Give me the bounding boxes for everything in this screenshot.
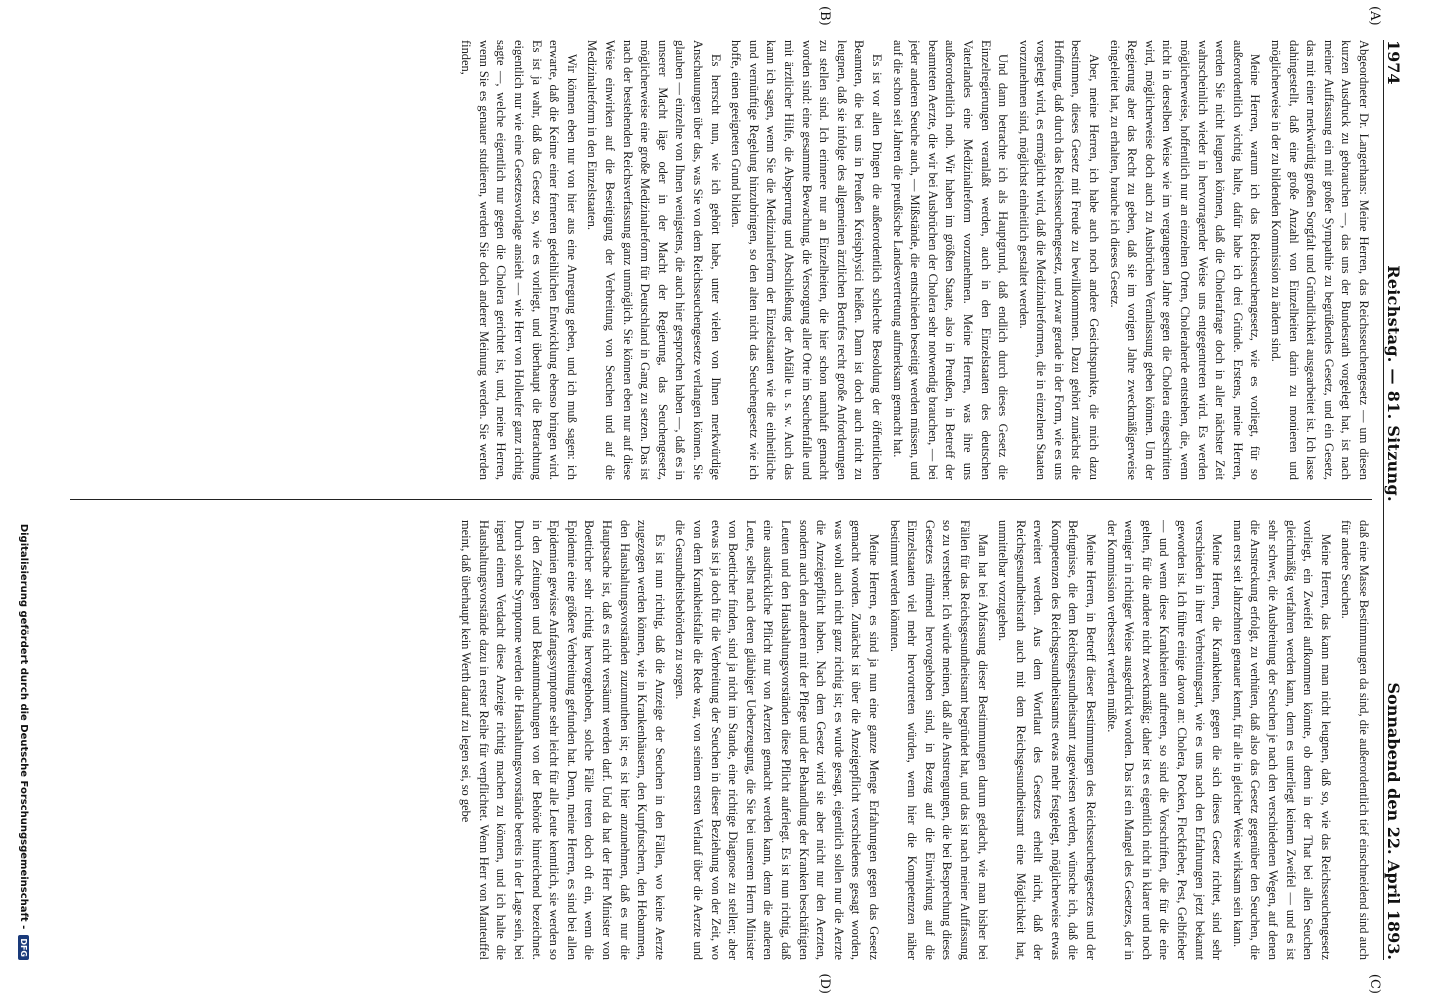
paragraph: Man hat bei Abfassung dieser Bestimmungen darum gedacht, wie man bisher bei Fällen für das Reichsgesundheitsamt begründet hat, und das ist nach meiner Auffassung so zu verstehen: Ich würde meinen, daß alle Anstrengungen, die bei Besprechung dieses Gesetzes rühmend hervorgehoben sind, in Bezug auf die Einwirkung auf die Einzelstaaten viel mehr hervortreten würden, wenn hier die Kompetenzen näher bestimmt werden könnten. <box>887 520 990 960</box>
header-title: Reichstag. — 81. Sitzung. <box>1384 265 1403 502</box>
header-date: Sonnabend den 22. April 1893. <box>1384 682 1403 960</box>
margin-marker-c: (C) <box>1367 973 1382 994</box>
paragraph: Abgeordneter Dr. Langerhans: Meine Herren, das Reichsseuchengesetz — um diesen kurzen Ausdruck zu gebrauchen —, das uns der Bundesrath vorgelegt hat, ist nach meiner Auffassung ein mit großer Sympathie zu begrüßendes Gesetz, und ein Gesetz, das mit einer merkwürdig großen Sorgfalt und Gründlichkeit ausgearbeitet ist. Ich lasse dahingestellt, daß eine große Anzahl von Einzelheiten darin zu monieren und möglicherweise in der zu bildenden Kommission zu ändern sind. <box>1269 40 1371 480</box>
paragraph: Aber, meine Herren, ich habe auch noch andere Gesichtspunkte, die mich dazu bestimmen, dieses Gesetz mit Freude zu bewillkommnen. Dazu gehört zunächst die Hoffnung, daß durch das Reichsseuchengesetz, und zwar gerade in der Form, wie es uns vorgelegt wird, es ermöglicht wird, daß die Medizinalreformen, die in einzelnen Staaten vorzunehmen sind, möglichst einheitlich gestaltet werden. <box>1016 40 1102 480</box>
page-number: 1974 <box>1384 40 1403 85</box>
paragraph: Es herrscht nun, wie ich gehört habe, unter vielen von Ihnen merkwürdige Anschauungen über das, was Sie von dem Reichsseuchengesetze verlangen können. Sie glauben — einzelne von Ihnen wenigstens, die auch hier gesprochen haben —, daß es in unserer Macht läge oder in der Macht der Regierung, das Seuchengesetz, möglicherweise eine große Medizinalreform für Deutschland in Gang zu setzen. Das ist nach der bestehenden Reichsverfassung ganz unmöglich. Sie können eben nur auf diese Weise einwirken auf die Beseitigung der Verbreitung von Seuchen und auf die Medizinalreform in den Einzelstaaten. <box>585 40 723 480</box>
margin-marker-d: (D) <box>817 973 832 994</box>
footer-text: Digitalisierung gefördert durch die Deutsche Forschungsgemeinschaft - <box>18 523 30 930</box>
paragraph: Meine Herren, die Krankheiten, gegen die sich dieses Gesetz richtet, sind sehr verschieden in ihrer Verbreitungsart, wie es uns nach den Erfahrungen jetzt bekannt geworden ist. Ich führe einige davon an: Cholera, Pocken, Fleckfieber, Pest, Gelbfieber — und wenn diese Krankheiten auftreten, so sind die Vorschriften, die für die eine gelten, für die andere nicht zweckmäßig; daher ist es eigentlich nicht in klarer und noch weniger in richtiger Weise ausgedrückt worden. Das ist ein Mangel des Gesetzes, der in der Kommission verbessert werden müßte. <box>1104 520 1225 960</box>
paragraph: Meine Herren, warum ich das Reichsseuchengesetz, wie es vorliegt, für so außerordentlich wichtig halte, dafür habe ich drei Gründe. Erstens, meine Herren, werden Sie nicht leugnen können, daß die Cholerafrage doch in aller nächster Zeit wahrscheinlich wieder in hervorragender Weise uns entgegentreten wird. Es werden möglicherweise, hoffentlich nur an einzelnen Orten, Choleraherde entstehen, die, wenn nicht in derselben Weise wie im vergangenen Jahre gegen die Cholera eingeschritten wird, möglicherweise doch auch zu Ausbrüchen Veranlassung geben können. Um der Regierung aber das Recht zu geben, daß sie im vorigen Jahre zweckmäßigerweise eingeleitet hat, zu erhalten, brauche ich dieses Gesetz. <box>1107 40 1263 480</box>
digitization-footer <box>14 40 34 960</box>
left-column <box>70 40 1372 480</box>
column-divider <box>70 499 1372 500</box>
margin-marker-b: (B) <box>817 6 832 26</box>
right-column <box>70 520 1372 960</box>
margin-marker-a: (A) <box>1367 6 1382 26</box>
paragraph: Meine Herren, das kann man nicht leugnen, daß so, wie das Reichsseuchengesetz vorliegt, ein Zweifel aufkommen könnte, ob denn in der That bei allen Seuchen gleichmäßig verfahren werden kann, denn es unterliegt keinem Zweifel — und es ist sehr schwer, die Ausbreitung der Seuchen je nach den verschiedenen Wegen, auf denen die Anstreckung erfolgt, zu verhüten, daß also das Gesetz gegenüber den Seuchen, die man erst seit Jahrzehnten genauer kennt, für alle in gleicher Weise wirksam sein kann. <box>1230 520 1333 960</box>
paragraph: Es ist nun richtig, daß die Anzeige der Seuchen in den Fällen, wo keine Aerzte zugezogen werden können, wie in Krankenhäusern, den Kurpfuschern, den Hebammen, den Haushaltungsvorständen zuzumuthen ist; es ist hier anzunehmen, daß es nur die Hauptsache ist, daß es nicht versäumt werden darf. Und da hat der Herr Minister von Boetticher sehr richtig hervorgehoben, solche Fälle treten doch oft ein, wenn die Epidemie eine größere Verbreitung gefunden hat. Denn, meine Herren, es sind bei allen Epidemien gewisse Anfangssymptome sehr leicht für alle Leute kenntlich, sie werden so in den Zeitungen und Bekanntmachungen von der Behörde hinreichend bezeichnet. Durch solche Symptome werden die Haushaltungsvorstände bereits in der Lage sein, bei irgend einem Verdacht diese Anzeige richtig machen zu können, und ich halte die Haushaltungsvorstände dazu in erster Reihe für verpflichtet. Wenn Herr von Manteuffel meint, daß überhaupt kein Werth darauf zu legen sei, so gebe <box>459 520 667 960</box>
paragraph: Wir können eben nur von hier aus eine Anregung geben, und ich muß sagen: ich erwarte, daß die Keime einer ferneren gedeihlichen Entwicklung ebenso bringen wird. Es ist ja wahr, daß das Gesetz so, wie es vorliegt, und überhaupt die Betrachtung eigentlich nur wie eine Gesetzesvorlage ansieht — wie Herr von Holleufer ganz richtig sagte —, welche eigentlich nur gegen die Cholera gerichtet ist, und, meine Herren, wenn Sie es genauer studieren, werden Sie doch anderer Meinung werden. Sie werden finden, <box>459 40 579 480</box>
paragraph: Meine Herren, in Betreff dieser Bestimmungen des Reichsseuchengesetzes und der Befugnisse, die dem Reichsgesundheitsamt zugewiesen werden, wünsche ich, daß die Kompetenzen des Reichsgesundheitsamts etwas mehr festgelegt, möglicherweise etwas erweitert werden. Aus dem Wortlaut des Gesetzes erhellt nicht, daß der Reichsgesundheitsrath auch mit dem Reichsgesundheitsamt eine Möglichkeit hat, unmittelbar vorzugehen. <box>996 520 1099 960</box>
page-header <box>1383 40 1410 960</box>
paragraph: Es ist vor allen Dingen die außerordentlich schlechte Besoldung der öffentlichen Beamten, die bei uns in Preußen Kreisphysici heißen. Dann ist doch auch nicht zu leugnen, daß sie infolge des allgemeinen ärztlichen Berufes recht große Anforderungen zu stellen sind. Ich erinnere nur an Einzelheiten, die hier schon namhaft gemacht worden sind: eine gesammte Bewachung, die Versorgung aller Orte im Seuchenfalle und mit ärztlicher Hilfe, die Absperrung und Abschließung der Abfälle u. s. w. Auch das kann ich sagen, wenn Sie die Medizinalreform der Einzelstaaten wie die einheitliche und vernünftige Regelung hinzubringen, so den alten nicht das Seuchengesetz wie ich hoffe, einen geeigneten Grund bilden. <box>729 40 884 480</box>
paragraph: Meine Herren, es sind ja nun eine ganze Menge Erfahrungen gegen das Gesetz gemacht worden. Zunächst ist über die Anzeigepflicht verschiedenes gesagt worden, was wohl auch nicht ganz richtig ist; es wurde gesagt, eigentlich sollen nur die Aerzte die Anzeigepflicht haben. Nach dem Gesetz wird sie aber nicht nur den Aerzten, sondern auch den anderen mit der Pflege und der Behandlung der Kranken beschäftigten Leuten und den Haushaltungsvorständen diese Pflicht auferlegt. Es ist nun richtig, daß eine ausdrückliche Pflicht nur von Aerzten gemacht werden kann, denn die anderen Leute, selbst nach deren gläubiger Ueberzeugung, die Sie bei unserem Herrn Minister von Boetticher finden, sind ja nicht im Stande, eine richtige Diagnose zu stellen; aber etwas ist ja doch für die Verbreitung der Seuchen in dieser Beziehung von der Zeit, wo von dem Krankheitsfalle die Rede war, von seinem ersten Verlauf über die Aerzte und die Gesundheitsbehörden zu sorgen. <box>673 520 881 960</box>
dfg-logo: DFG <box>19 935 30 960</box>
paragraph: daß eine Masse Bestimmungen da sind, die außerordentlich tief einschneidend sind auch für andere Seuchen. <box>1339 520 1371 960</box>
paragraph: Und dann betrachte ich als Hauptgrund, daß endlich durch dieses Gesetz die Einzelregierungen veranlaßt werden, auch in den Einzelstaaten des deutschen Vaterlandes eine Medizinalreform vorzunehmen. Meine Herren, was ihre uns außerordentlich noth. Wir haben im größten Staate, also in Preußen, in Betreff der beamteten Aerzte, die wir bei Ausbrüchen der Cholera sehr notwendig brauchen, — bei jeder anderen Seuche auch, — Mißstände, die entschieden beseitigt werden müssen, und auf die schon seit Jahren die preußische Landesvertretung aufmerksam gemacht hat. <box>890 40 1011 480</box>
